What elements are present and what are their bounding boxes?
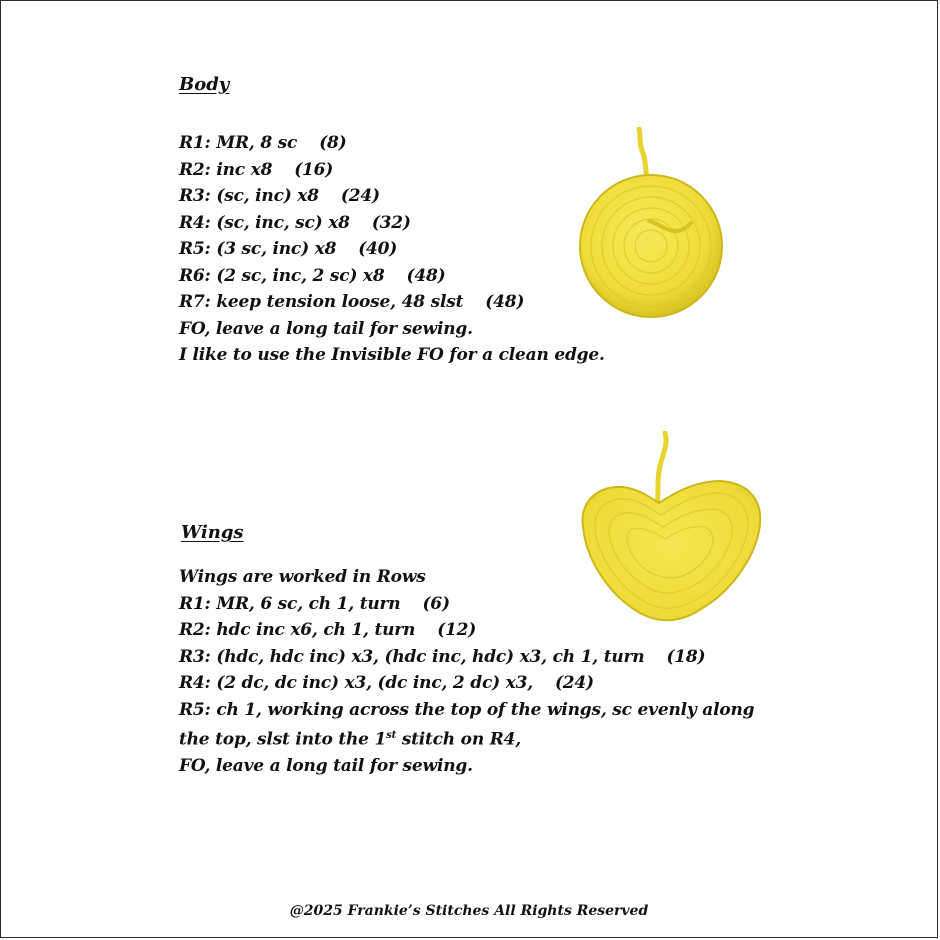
row-text: R2: inc x8 — [179, 159, 273, 180]
wings-section-title: Wings — [181, 522, 244, 543]
stitch-count: (24) — [340, 186, 380, 206]
stitch-count: (24) — [554, 673, 594, 693]
ordinal-suffix: st — [386, 730, 396, 741]
row-text: R6: (2 sc, inc, 2 sc) x8 — [179, 265, 385, 286]
wings-fasten-off: FO, leave a long tail for sewing. — [179, 756, 473, 777]
stitch-count: (48) — [485, 292, 525, 312]
wings-row-5-line-1: R5: ch 1, working across the top of the wings, sc evenly along — [179, 699, 755, 720]
stitch-count: (48) — [406, 265, 446, 286]
body-instructions — [179, 130, 605, 369]
row-text: R1: MR, 6 sc, ch 1, turn — [179, 593, 401, 614]
wings-intro: Wings are worked in Rows — [179, 567, 426, 587]
body-row-4 — [179, 210, 605, 237]
body-row-5 — [179, 236, 605, 263]
body-row-6 — [179, 263, 605, 290]
row-text: R3: (sc, inc) x8 — [179, 186, 319, 206]
copyright-footer: @2025 Frankie’s Stitches All Rights Reserved — [289, 903, 649, 919]
stitch-count: (8) — [319, 133, 347, 153]
row-text: stitch on R4, — [396, 729, 521, 750]
body-row-1 — [179, 130, 605, 157]
row-text: R5: (3 sc, inc) x8 — [179, 239, 337, 259]
row-text: R7: keep tension loose, 48 slst — [179, 292, 464, 312]
body-section-title: Body — [179, 74, 230, 95]
wings-row-3 — [179, 644, 754, 671]
wings-row-2 — [179, 617, 754, 644]
row-text: R2: hdc inc x6, ch 1, turn — [179, 620, 416, 640]
body-note-fasten-off: FO, leave a long tail for sewing. — [179, 318, 473, 339]
body-row-2 — [179, 157, 605, 184]
wings-row-5-line-2 — [179, 723, 754, 753]
row-text: R4: (2 dc, dc inc) x3, (dc inc, 2 dc) x3, — [179, 673, 533, 693]
wings-row-4 — [179, 670, 754, 697]
stitch-count: (6) — [422, 593, 450, 614]
stitch-count: (16) — [294, 159, 334, 180]
row-text: R3: (hdc, hdc inc) x3, (hdc inc, hdc) x3, ch 1, turn — [179, 646, 645, 667]
row-text: R4: (sc, inc, sc) x8 — [179, 212, 350, 233]
body-row-7 — [179, 289, 605, 316]
stitch-count: (12) — [437, 620, 477, 640]
row-text: the top, slst into the 1 — [179, 729, 387, 750]
stitch-count: (40) — [358, 239, 398, 259]
body-row-3 — [179, 183, 605, 210]
wings-row-1 — [179, 591, 754, 618]
stitch-count: (18) — [666, 646, 706, 667]
stitch-count: (32) — [371, 212, 411, 233]
wings-instructions — [179, 564, 754, 780]
body-crochet-photo — [573, 127, 729, 323]
row-text: R1: MR, 8 sc — [179, 133, 298, 153]
body-note-invisible-fo: I like to use the Invisible FO for a clean edge. — [179, 345, 605, 365]
